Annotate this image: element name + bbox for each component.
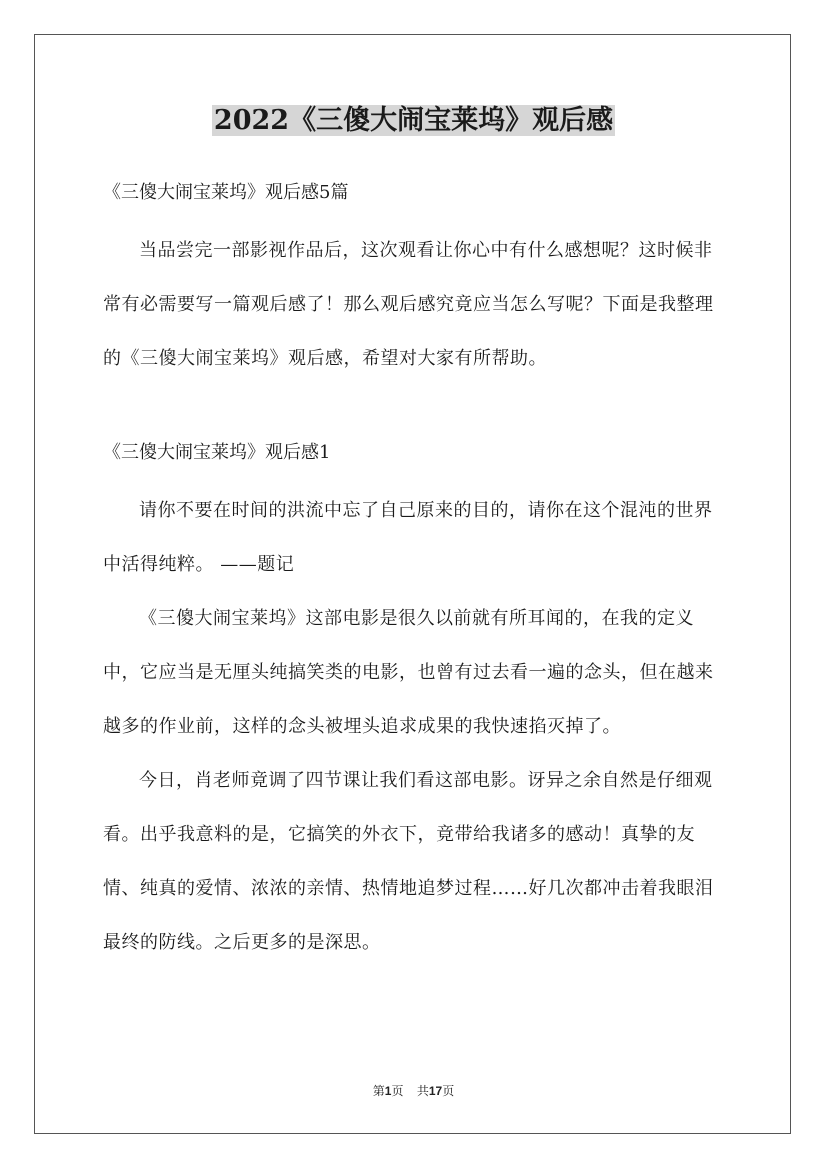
footer-page-label: 第 (372, 1084, 385, 1098)
document-body (103, 175, 728, 970)
document-title (0, 100, 827, 142)
document-title-text: 2022《三傻大闹宝莱坞》观后感 (213, 105, 614, 136)
footer-page-unit: 页 (391, 1084, 404, 1098)
body-paragraph-1: 请你不要在时间的洪流中忘了自己原来的目的，请你在这个混沌的世界中活得纯粹。 ——题记 (103, 500, 713, 575)
body-paragraph-2: 《三傻大闹宝莱坞》这部电影是很久以前就有所耳闻的，在我的定义中，它应当是无厘头纯搞笑类的电影，也曾有过去看一遍的念头，但在越来越多的作业前，这样的念头被埋头追求成果的我快速掐灭掉了。 (103, 608, 714, 737)
document-subtitle: 《三傻大闹宝莱坞》观后感5篇 (103, 182, 349, 203)
footer-total-label: 共 (416, 1084, 429, 1098)
body-paragraph-3: 今日，肖老师竟调了四节课让我们看这部电影。讶异之余自然是仔细观看。出乎我意料的是，它搞笑的外衣下，竟带给我诸多的感动！真挚的友情、纯真的爱情、浓浓的亲情、热情地追梦过程……好几次都冲击着我眼泪最终的防线。之后更多的是深思。 (103, 770, 714, 953)
footer-total-unit: 页 (442, 1084, 455, 1098)
page-footer (0, 1082, 827, 1099)
footer-page-number: 1 (384, 1084, 392, 1098)
footer-total-pages: 17 (428, 1084, 443, 1098)
intro-paragraph: 当品尝完一部影视作品后，这次观看让你心中有什么感想呢？这时候非常有必需要写一篇观后感了！那么观后感究竟应当怎么写呢？下面是我整理的《三傻大闹宝莱坞》观后感，希望对大家有所帮助。 (103, 240, 714, 369)
section-heading: 《三傻大闹宝莱坞》观后感1 (103, 442, 331, 463)
